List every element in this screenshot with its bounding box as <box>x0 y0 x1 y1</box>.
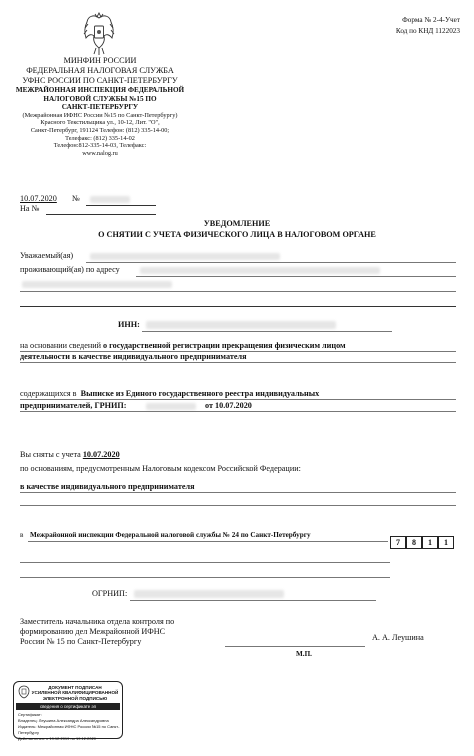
reference-underline <box>46 214 156 215</box>
signatory-position-2: формированию дел Межрайонной ИФНС <box>20 627 166 636</box>
inspection-underline-2 <box>20 562 390 563</box>
stamp-cert-bar: сведения о сертификате эп <box>16 703 120 710</box>
basis-reason-2: деятельности в качестве индивидуального предпринимателя <box>20 352 247 361</box>
header-ufns: УФНС РОССИИ ПО САНКТ-ПЕТЕРБУРГУ <box>22 76 178 85</box>
ogrnip-redacted <box>134 590 284 598</box>
address-label: проживающий(ая) по адресу <box>20 265 120 274</box>
header-phone: Телефон:812-335-14-03, Телефакс: <box>53 142 147 150</box>
source-date: от 10.07.2020 <box>205 401 252 410</box>
greeting-label: Уважаемый(ая) <box>20 251 74 260</box>
inn-label: ИНН: <box>118 320 140 329</box>
header-website: www.nalog.ru <box>82 149 118 157</box>
grounds-value: в качестве индивидуального предпринимателя <box>20 482 195 491</box>
stamp-issuer: Межрайонная ИФНС России №15 по Санкт-Петербургу <box>18 724 120 735</box>
signatory-name: А. А. Леушина <box>372 633 424 642</box>
address-redacted-1 <box>140 267 380 274</box>
header-inspection-3: САНКТ-ПЕТЕРБУРГУ <box>61 103 139 112</box>
inspection-underline-3 <box>20 577 390 578</box>
header-address-2: Санкт-Петербург, 191124 Телефон: (812) 335-14-00; <box>30 126 170 134</box>
inspection-name: Межрайонной инспекции Федеральной налоговой службы № 24 по Санкт-Петербургу <box>30 531 311 539</box>
code-digit: 1 <box>422 536 438 549</box>
address-underline-2 <box>20 291 456 292</box>
basis-reason-1: о государственной регистрации прекращения физическим лицом <box>103 341 346 350</box>
inspection-underline <box>28 541 388 542</box>
document-title: УВЕДОМЛЕНИЕ <box>203 219 271 228</box>
recipient-name-redacted <box>90 253 280 260</box>
document-number-underline <box>86 205 156 206</box>
document-number-label: № <box>72 194 80 203</box>
header-inspection-1: МЕЖРАЙОННАЯ ИНСПЕКЦИЯ ФЕДЕРАЛЬНОЙ <box>15 86 185 94</box>
stamp-issuer-label: Издатель: <box>18 724 37 729</box>
removal-text <box>20 450 120 460</box>
address-underline-1 <box>136 276 456 277</box>
seal-place-label: М.П. <box>296 650 312 658</box>
inn-underline <box>142 331 392 332</box>
inspection-prefix: в <box>20 531 24 539</box>
stamp-cert-label: Сертификат: <box>18 712 42 717</box>
document-subtitle: О СНЯТИИ С УЧЕТА ФИЗИЧЕСКОГО ЛИЦА В НАЛОГОВОМ ОРГАНЕ <box>98 230 376 239</box>
basis-underline-1 <box>20 351 456 352</box>
ogrnip-label: ОГРНИП: <box>92 589 128 598</box>
grounds-text: по основаниям, предусмотренным Налоговым кодексом Российской Федерации: <box>20 464 301 473</box>
stamp-title-3: ЭЛЕКТРОННОЙ ПОДПИСЬЮ <box>42 695 108 701</box>
form-number: Форма № 2-4-Учет <box>402 16 460 24</box>
header-fax: Телефакс: (812) 335-14-02 <box>65 134 135 142</box>
header-short-name: (Межрайонная ИФНС России №15 по Санкт-Петербургу) <box>22 111 178 119</box>
header-address-1: Красного Текстильщика ул., 10-12, Лит. "О", <box>40 119 160 127</box>
reference-label: На № <box>20 204 40 213</box>
removal-prefix: Вы сняты с учета <box>20 450 81 459</box>
code-digit: 7 <box>390 536 406 549</box>
stamp-owner: Леушина Александра Александровна <box>38 718 109 723</box>
electronic-signature-stamp <box>13 681 123 739</box>
source-text <box>20 389 460 399</box>
stamp-title-2: УСИЛЕННОЙ КВАЛИФИЦИРОВАННОЙ <box>31 690 119 696</box>
basis-prefix: на основании сведений <box>20 341 101 350</box>
source-document-2: предпринимателей, ГРНИП: <box>20 401 127 410</box>
recipient-underline <box>86 262 456 263</box>
address-redacted-2 <box>22 281 172 288</box>
stamp-title-1: ДОКУМЕНТ ПОДПИСАН <box>48 685 102 690</box>
document-number-redacted <box>90 196 130 203</box>
stamp-valid-label: Действителен: <box>18 736 46 741</box>
stamp-valid: с 19.12.2019 по 19.12.2020 <box>46 736 97 741</box>
grounds-underline-1 <box>20 492 456 493</box>
basis-text <box>20 341 460 351</box>
grnip-redacted <box>146 403 196 410</box>
section-separator <box>20 306 456 307</box>
stamp-owner-label: Владелец: <box>18 718 38 723</box>
code-digit: 8 <box>406 536 422 549</box>
source-underline-2 <box>20 411 456 412</box>
removal-date: 10.07.2020 <box>82 450 120 459</box>
inn-redacted <box>146 321 336 329</box>
header-fns: ФЕДЕРАЛЬНАЯ НАЛОГОВАЯ СЛУЖБА <box>26 66 174 75</box>
source-prefix: содержащихся в <box>20 389 77 398</box>
header-inspection-2: НАЛОГОВОЙ СЛУЖБЫ №15 ПО <box>43 94 157 103</box>
signatory-position-3: России № 15 по Санкт-Петербургу <box>20 637 142 646</box>
source-document-1: Выписке из Единого государственного реестра индивидуальных <box>80 389 320 398</box>
document-date: 10.07.2020 <box>20 194 57 203</box>
basis-underline-2 <box>20 362 456 363</box>
ogrnip-underline <box>130 600 376 601</box>
source-underline-1 <box>20 399 456 400</box>
authority-header <box>0 56 200 157</box>
signatory-position-1: Заместитель начальника отдела контроля по <box>20 617 175 626</box>
grounds-underline-2 <box>20 505 456 506</box>
coat-of-arms-emblem <box>82 12 116 56</box>
header-ministry: МИНФИН РОССИИ <box>63 56 137 65</box>
signature-line <box>225 646 365 647</box>
inspection-code-boxes <box>390 536 456 550</box>
knd-code: Код по КНД 1122023 <box>395 27 460 35</box>
code-digit: 1 <box>438 536 454 549</box>
